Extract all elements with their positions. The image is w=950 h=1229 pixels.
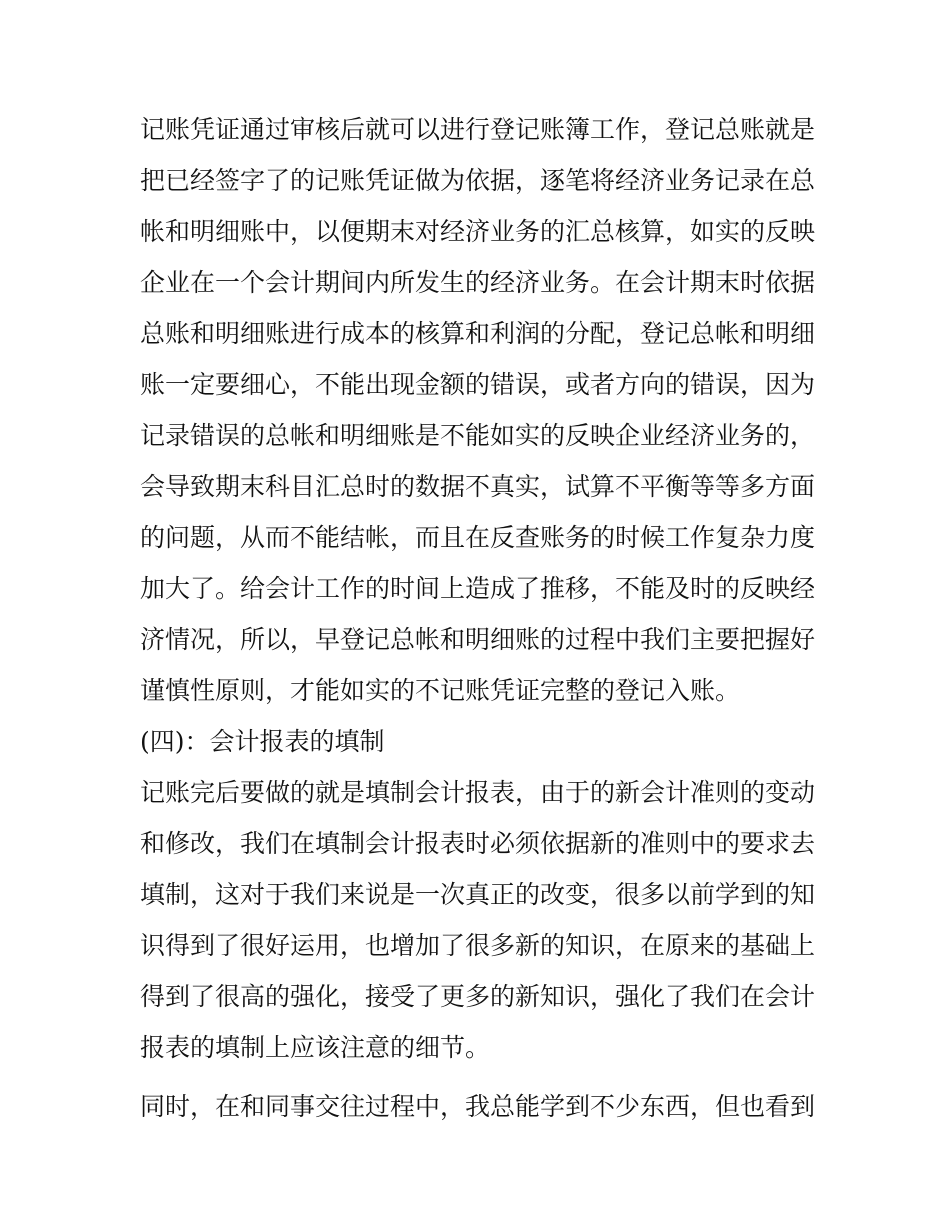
text-line: 记录错误的总帐和明细账是不能如实的反映企业经济业务的，: [140, 421, 816, 450]
text-line: 的问题，从而不能结帐，而且在反查账务的时候工作复杂力度: [140, 523, 816, 552]
text-line: 企业在一个会计期间内所发生的经济业务。在会计期末时依据: [140, 268, 816, 297]
text-line: 济情况，所以，早登记总帐和明细账的过程中我们主要把握好: [140, 625, 816, 654]
text-line: 报表的填制上应该注意的细节。: [140, 1033, 491, 1062]
text-line: 填制，这对于我们来说是一次真正的改变，很多以前学到的知: [140, 880, 816, 909]
body-text: [140, 104, 820, 1132]
text-line: 会导致期末科目汇总时的数据不真实，试算不平衡等等多方面: [140, 472, 816, 501]
text-line: 加大了。给会计工作的时间上造成了推移，不能及时的反映经: [140, 574, 816, 603]
text-line: 得到了很高的强化，接受了更多的新知识，强化了我们在会计: [140, 982, 816, 1011]
text-line: 识得到了很好运用，也增加了很多新的知识，在原来的基础上: [140, 931, 816, 960]
text-line: 谨慎性原则，才能如实的不记账凭证完整的登记入账。: [140, 676, 741, 705]
text-line: 同时，在和同事交往过程中，我总能学到不少东西，但也看到: [140, 1092, 816, 1121]
text-line: 帐和明细账中，以便期末对经济业务的汇总核算，如实的反映: [140, 217, 816, 246]
section-heading: (四)：会计报表的填制: [140, 727, 385, 756]
text-line: 记账完后要做的就是填制会计报表，由于的新会计准则的变动: [140, 778, 816, 807]
text-line: 总账和明细账进行成本的核算和利润的分配，登记总帐和明细: [140, 319, 816, 348]
text-line: 和修改，我们在填制会计报表时必须依据新的准则中的要求去: [140, 829, 816, 858]
text-line: 把已经签字了的记账凭证做为依据，逐笔将经济业务记录在总: [140, 166, 816, 195]
text-line: 记账凭证通过审核后就可以进行登记账簿工作，登记总账就是: [140, 115, 816, 144]
text-line: 账一定要细心，不能出现金额的错误，或者方向的错误，因为: [140, 370, 816, 399]
